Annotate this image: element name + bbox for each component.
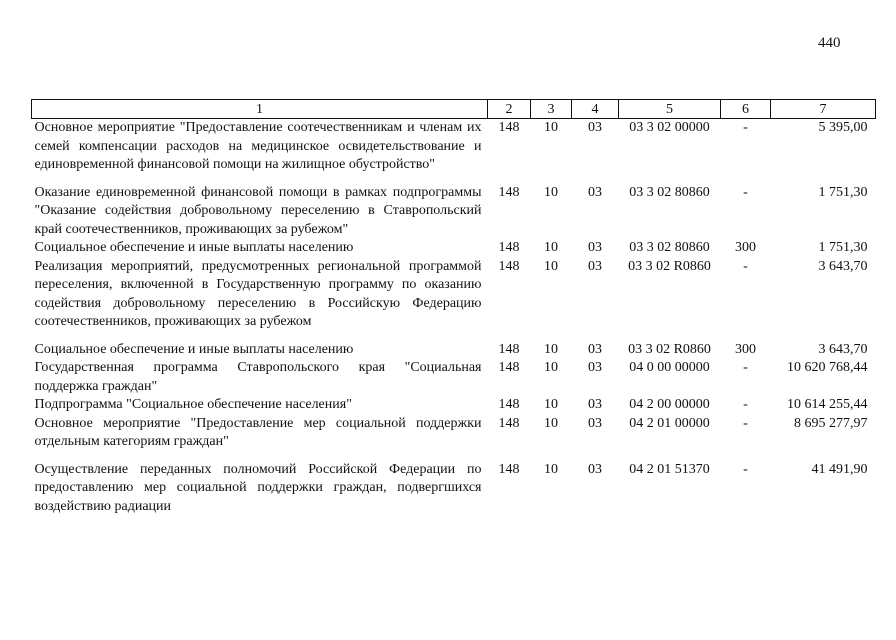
- row-code: 148: [498, 415, 520, 431]
- table-row: [32, 258, 876, 341]
- row-amount: 3 643,70: [818, 341, 868, 357]
- row-code: 148: [498, 360, 520, 375]
- row-subsection: 03: [588, 258, 602, 274]
- row-name: Государственная программа Ставропольского края "Социальная поддержка граждан": [34, 360, 482, 394]
- row-target: 03 3 02 R0860: [628, 258, 711, 274]
- row-target: 04 0 00 00000: [629, 360, 710, 375]
- row-code: 148: [498, 240, 520, 255]
- row-expense-type: -: [743, 397, 748, 412]
- row-section: 10: [544, 415, 558, 431]
- row-target: 03 3 02 80860: [629, 240, 710, 255]
- row-name: Социальное обеспечение и иные выплаты населению: [34, 341, 354, 357]
- table-header-row: [32, 100, 876, 119]
- row-subsection: 03: [588, 120, 602, 135]
- table-row: [32, 239, 876, 258]
- row-subsection: 03: [588, 415, 602, 431]
- row-amount: 1 751,30: [818, 240, 868, 255]
- row-amount: 10 614 255,44: [787, 397, 868, 412]
- row-target: 03 3 02 00000: [629, 120, 710, 135]
- row-name: Основное мероприятие "Предоставление соотечественникам и членам их семей компенсации расходов на медицинское освидетельствование и единовременной финансовой помощи на жилищное обустройство": [34, 120, 482, 172]
- row-code: 148: [498, 461, 520, 477]
- row-section: 10: [544, 397, 558, 412]
- table-row: [32, 461, 876, 517]
- table-row: [32, 396, 876, 415]
- row-subsection: 03: [588, 461, 602, 477]
- column-header: 1: [32, 100, 488, 119]
- row-subsection: 03: [588, 341, 602, 357]
- row-target: 03 3 02 R0860: [628, 341, 711, 357]
- table-row: [32, 341, 876, 360]
- table-row: [32, 415, 876, 461]
- row-amount: 41 491,90: [811, 461, 868, 477]
- row-expense-type: 300: [735, 240, 756, 255]
- row-section: 10: [544, 341, 558, 357]
- row-amount: 1 751,30: [818, 184, 868, 200]
- row-target: 04 2 00 00000: [629, 397, 710, 412]
- row-code: 148: [498, 397, 520, 412]
- row-amount: 3 643,70: [818, 258, 868, 274]
- row-subsection: 03: [588, 397, 602, 412]
- row-code: 148: [498, 258, 520, 274]
- budget-table: [31, 99, 876, 516]
- row-target: 04 2 01 00000: [629, 415, 710, 431]
- table-row: [32, 359, 876, 396]
- row-expense-type: -: [743, 360, 748, 375]
- row-section: 10: [544, 184, 558, 200]
- row-subsection: 03: [588, 240, 602, 255]
- column-header: 7: [771, 100, 876, 119]
- row-expense-type: 300: [735, 341, 756, 357]
- row-name: Социальное обеспечение и иные выплаты населению: [34, 240, 354, 255]
- row-target: 04 2 01 51370: [629, 461, 710, 477]
- row-name: Оказание единовременной финансовой помощи в рамках подпрограммы "Оказание содействия добровольному переселению в Ставропольский край соотечественников, проживающих за рубежом": [34, 184, 482, 237]
- column-header: 6: [721, 100, 771, 119]
- column-header: 3: [531, 100, 572, 119]
- row-amount: 10 620 768,44: [787, 360, 868, 375]
- row-name: Реализация мероприятий, предусмотренных региональной программой переселения, включенной в Государственную программу по оказанию содействия добровольному переселению в Российскую Федерацию соотечественников, проживающих за рубежом: [34, 258, 482, 329]
- row-subsection: 03: [588, 184, 602, 200]
- row-amount: 8 695 277,97: [794, 415, 868, 431]
- row-section: 10: [544, 360, 558, 375]
- row-subsection: 03: [588, 360, 602, 375]
- column-header: 2: [488, 100, 531, 119]
- row-section: 10: [544, 240, 558, 255]
- row-target: 03 3 02 80860: [629, 184, 710, 200]
- page-number: 440: [818, 35, 841, 51]
- row-code: 148: [498, 184, 520, 200]
- table-row: [32, 184, 876, 240]
- column-header: 5: [619, 100, 721, 119]
- row-expense-type: -: [743, 258, 748, 274]
- row-code: 148: [498, 120, 520, 135]
- row-expense-type: -: [743, 461, 748, 477]
- row-name: Основное мероприятие "Предоставление мер социальной поддержки отдельным категориям граждан": [34, 415, 482, 449]
- table-row: [32, 119, 876, 184]
- column-header: 4: [572, 100, 619, 119]
- row-name: Подпрограмма "Социальное обеспечение населения": [34, 397, 352, 412]
- row-expense-type: -: [743, 120, 748, 135]
- row-amount: 5 395,00: [818, 120, 868, 135]
- row-name: Осуществление переданных полномочий Российской Федерации по предоставлению мер социальной поддержки граждан, подвергшихся воздействию радиации: [34, 461, 482, 514]
- row-section: 10: [544, 120, 558, 135]
- row-section: 10: [544, 461, 558, 477]
- row-expense-type: -: [743, 415, 748, 431]
- row-section: 10: [544, 258, 558, 274]
- row-code: 148: [498, 341, 520, 357]
- row-expense-type: -: [743, 184, 748, 200]
